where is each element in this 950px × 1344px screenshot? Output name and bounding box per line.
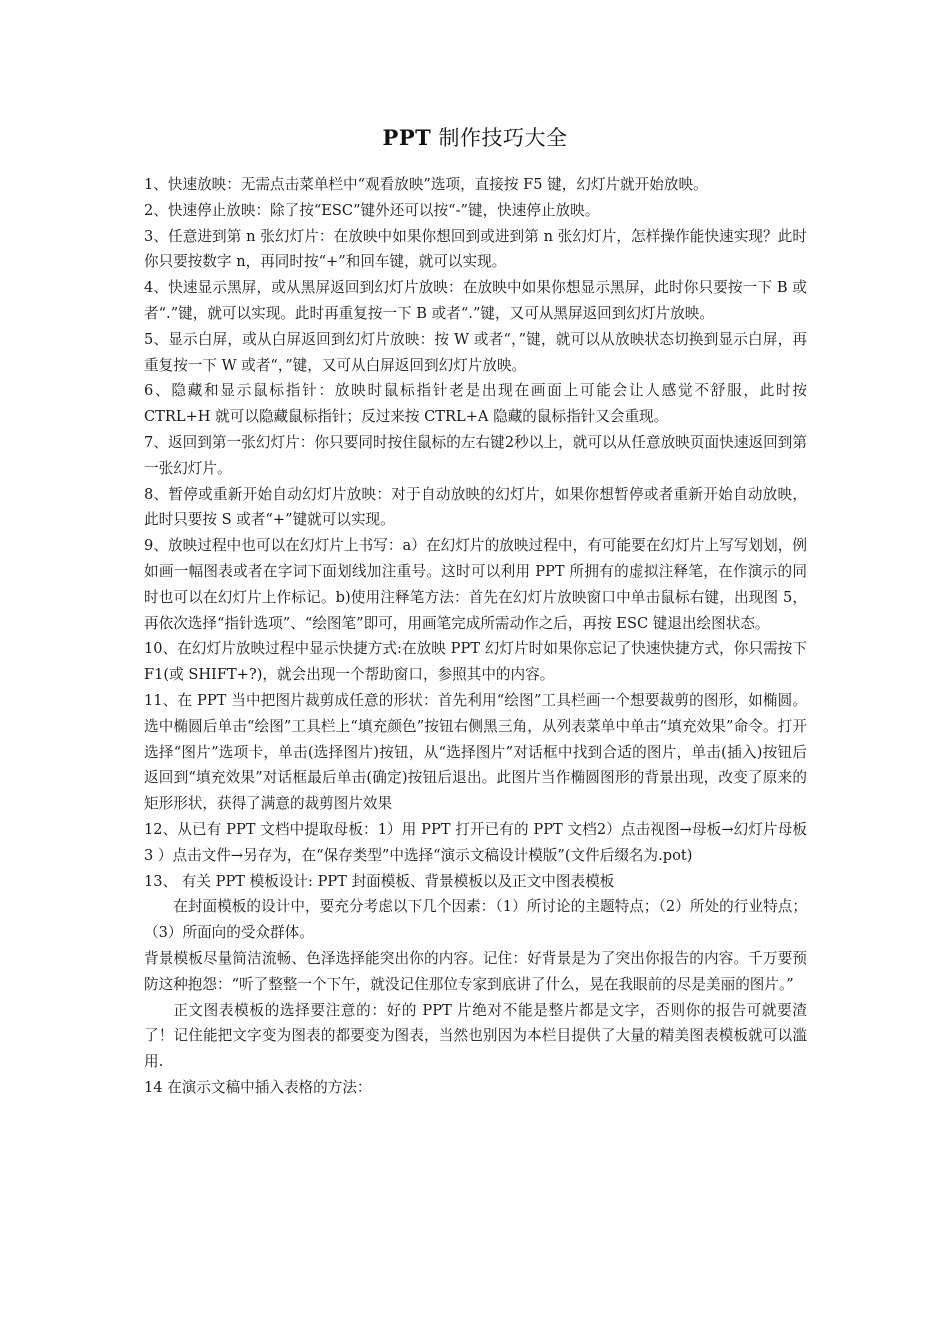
page-title xyxy=(0,122,950,152)
paragraph-13-background: 背景模板尽量简洁流畅、色泽选择能突出你的内容。记住：好背景是为了突出你报告的内容。千万要预防这种抱怨：“听了整整一个下午，就没记住那位专家到底讲了什么，晃在我眼前的尽是美丽的图片。” xyxy=(144,949,807,993)
paragraph-3: 3、任意进到第 n 张幻灯片：在放映中如果你想回到或进到第 n 张幻灯片，怎样操作能快速实现？此时你只要按数字 n，再同时按“+”和回车键，就可以实现。 xyxy=(144,227,807,271)
paragraph-11: 11、在 PPT 当中把图片裁剪成任意的形状：首先利用“绘图”工具栏画一个想要裁剪的图形，如椭圆。选中椭圆后单击“绘图”工具栏上“填充颜色”按钮右侧黑三角，从列表菜单中单击“填充效果”命令。打开选择“图片”选项卡，单击(选择图片)按钮，从“选择图片”对话框中找到合适的图片，单击(插入)按钮后返回到“填充效果”对话框最后单击(确定)按钮后退出。此图片当作椭圆图形的背景出现，改变了原来的矩形形状，获得了满意的裁剪图片效果 xyxy=(144,691,807,813)
paragraph-8: 8、暂停或重新开始自动幻灯片放映：对于自动放映的幻灯片，如果你想暂停或者重新开始自动放映，此时只要按 S 或者“+”键就可以实现。 xyxy=(144,485,807,529)
paragraph-7: 7、返回到第一张幻灯片：你只要同时按住鼠标的左右键2秒以上，就可以从任意放映页面快速返回到第一张幻灯片。 xyxy=(144,433,807,477)
paragraph-13: 13、 有关 PPT 模板设计: PPT 封面模板、背景模板以及正文中图表模板 xyxy=(144,872,615,890)
title-prefix: PPT xyxy=(382,125,432,150)
paragraph-13-cover: 在封面模板的设计中，要充分考虑以下几个因素：（1）所讨论的主题特点；（2）所处的行业特点；（3）所面向的受众群体。 xyxy=(144,898,807,942)
title-rest: 制作技巧大全 xyxy=(431,126,568,150)
paragraph-1: 1、快速放映：无需点击菜单栏中“观看放映”选项，直接按 F5 键，幻灯片就开始放映。 xyxy=(144,176,708,193)
paragraph-10: 10、在幻灯片放映过程中显示快捷方式:在放映 PPT 幻灯片时如果你忘记了快速快捷方式，你只需按下 F1(或 SHIFT+?)，就会出现一个帮助窗口，参照其中的内容。 xyxy=(144,640,807,684)
paragraph-13-charts: 正文图表模板的选择要注意的：好的 PPT 片绝对不能是整片都是文字，否则你的报告可就要渣了！记住能把文字变为图表的都要变为图表，当然也别因为本栏目提供了大量的精美图表模板就可以滥用. xyxy=(144,1001,807,1071)
paragraph-12: 12、从已有 PPT 文档中提取母板：1）用 PPT 打开已有的 PPT 文档2）点击视图→母板→幻灯片母板3 ）点击文件→另存为，在“保存类型”中选择“演示文稿设计模版”(文件后缀名为.pot) xyxy=(144,820,807,864)
paragraph-4: 4、快速显示黑屏，或从黑屏返回到幻灯片放映：在放映中如果你想显示黑屏，此时你只要按一下 B 或者“.”键，就可以实现。此时再重复按一下 B 或者“.”键，又可从黑屏返回到幻灯片放映。 xyxy=(144,279,807,322)
paragraph-2: 2、快速停止放映：除了按“ESC”键外还可以按“-”键，快速停止放映。 xyxy=(144,201,600,219)
paragraph-6: 6、隐藏和显示鼠标指针：放映时鼠标指针老是出现在画面上可能会让人感觉不舒服，此时按 CTRL+H 就可以隐藏鼠标指针；反过来按 CTRL+A 隐藏的鼠标指针又会重现。 xyxy=(144,382,807,426)
document-body xyxy=(144,172,807,1101)
paragraph-9: 9、放映过程中也可以在幻灯片上书写：a）在幻灯片的放映过程中，有可能要在幻灯片上写写划划，例如画一幅图表或者在字词下面划线加注重号。这时可以利用 PPT 所拥有的虚拟注释笔，在作演示的同时也可以在幻灯片上作标记。b)使用注释笔方法：首先在幻灯片放映窗口中单击鼠标右键，出现图 5，再依次选择“指针选项”、“绘图笔”即可，用画笔完成所需动作之后，再按 ESC 键退出绘图状态。 xyxy=(144,537,807,632)
paragraph-14: 14 在演示文稿中插入表格的方法： xyxy=(144,1078,372,1096)
paragraph-5: 5、显示白屏，或从白屏返回到幻灯片放映：按 W 或者“，”键，就可以从放映状态切换到显示白屏，再重复按一下 W 或者“，”键，又可从白屏返回到幻灯片放映。 xyxy=(144,330,807,374)
